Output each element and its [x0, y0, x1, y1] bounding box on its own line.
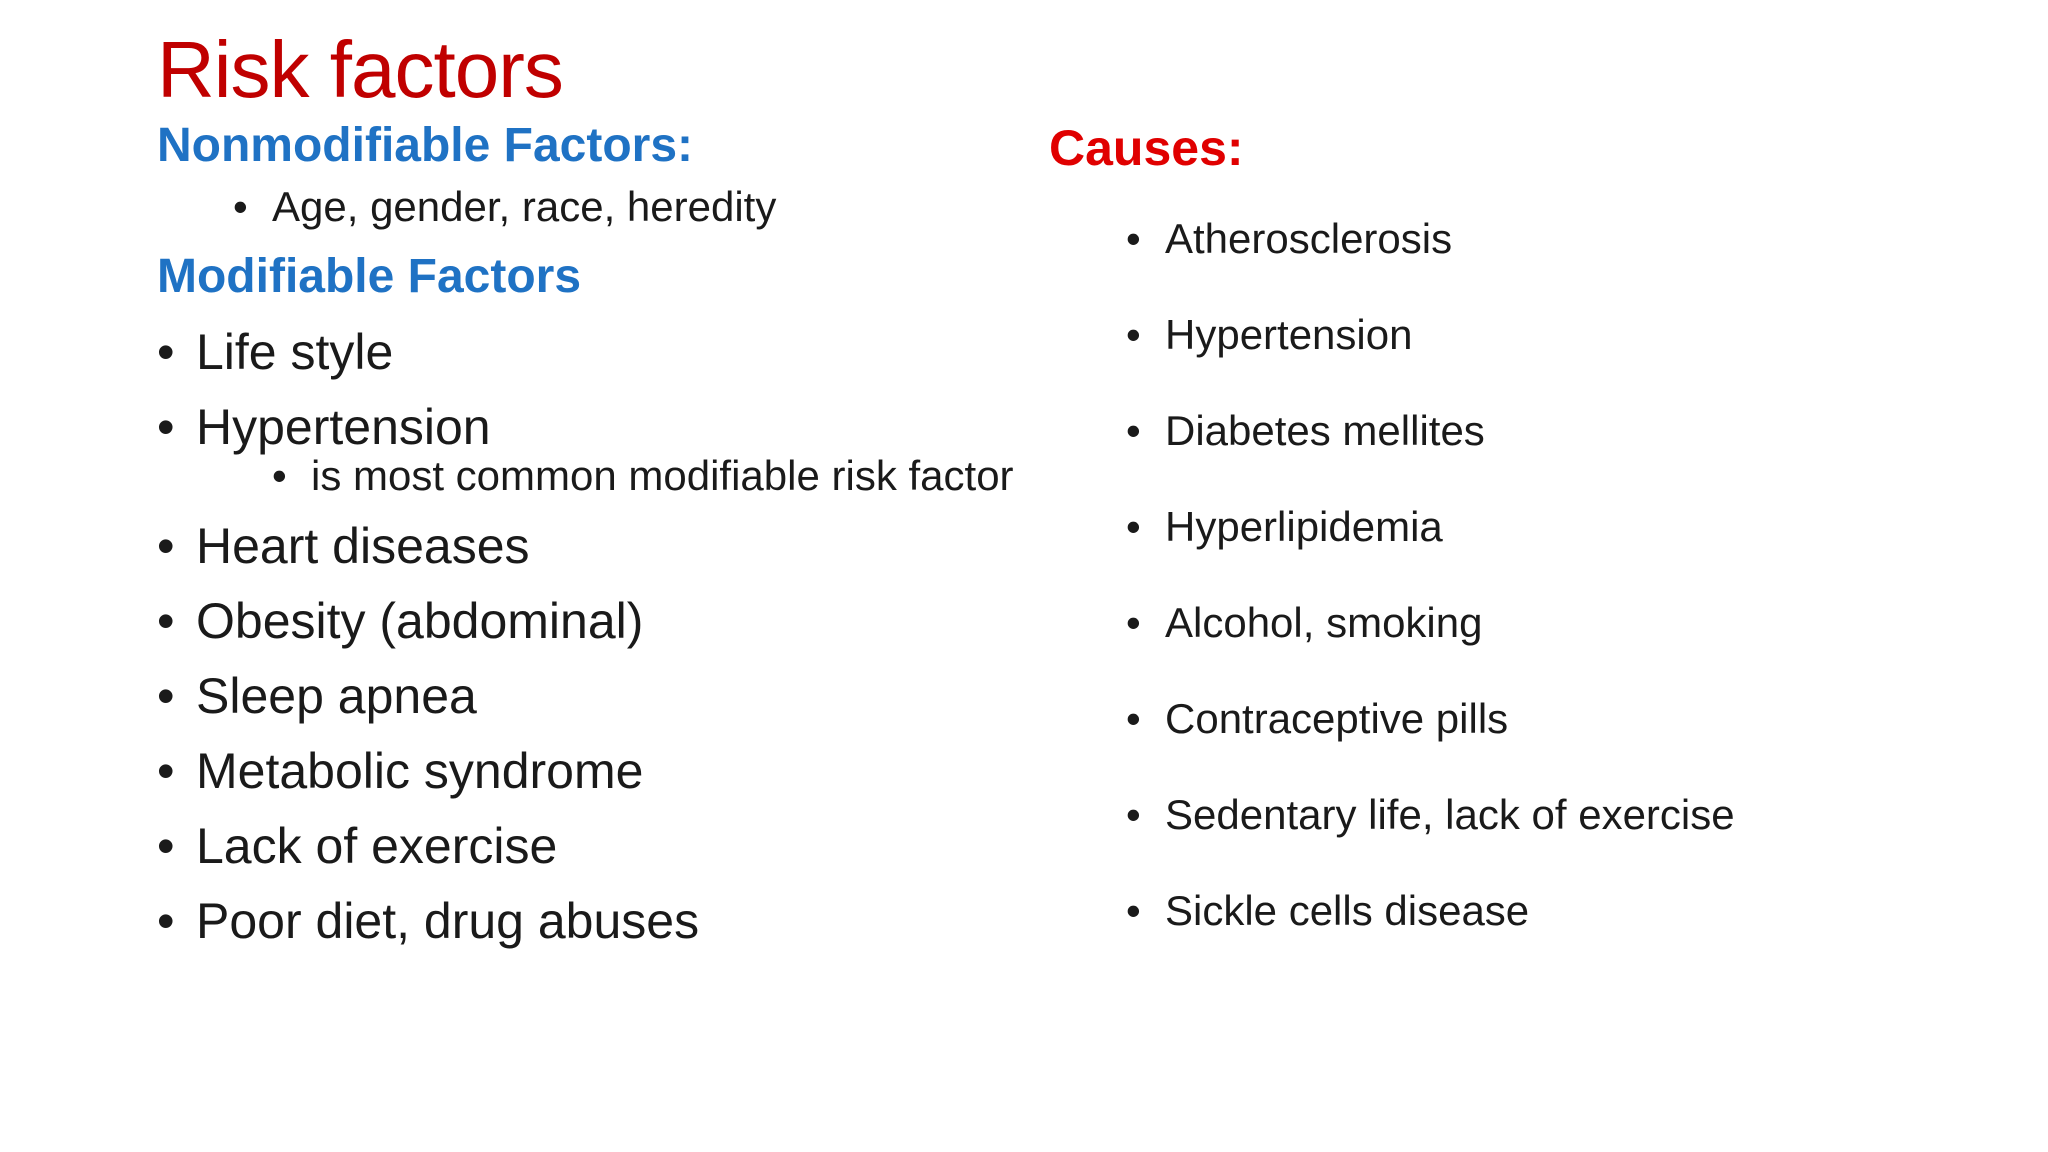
bullet-icon: •	[157, 399, 175, 455]
nonmodifiable-list	[233, 182, 776, 232]
bullet-icon: •	[1126, 407, 1141, 454]
bullet-icon: •	[1126, 599, 1141, 646]
list-item	[157, 816, 1014, 876]
bullet-icon: •	[157, 518, 175, 575]
list-item	[1126, 598, 1735, 694]
list-item-text: Sleep apnea	[196, 668, 477, 725]
bullet-icon: •	[157, 818, 175, 875]
bullet-icon: •	[157, 743, 175, 800]
modifiable-list	[157, 322, 1014, 966]
list-item-text: Sickle cells disease	[1165, 887, 1530, 934]
list-item	[1126, 502, 1735, 598]
bullet-icon: •	[1126, 887, 1141, 934]
list-item-text: Heart diseases	[196, 518, 530, 575]
bullet-icon: •	[157, 593, 175, 650]
list-item	[1126, 310, 1735, 406]
bullet-icon: •	[1126, 695, 1141, 742]
list-item-text: Obesity (abdominal)	[196, 593, 644, 650]
bullet-icon: •	[157, 324, 175, 380]
bullet-icon: •	[272, 452, 287, 499]
list-item	[1126, 406, 1735, 502]
list-item	[157, 322, 1014, 382]
sub-list-item	[272, 451, 1014, 501]
bullet-icon: •	[157, 668, 175, 725]
slide-title: Risk factors	[157, 25, 563, 114]
list-item	[157, 516, 1014, 576]
list-item-text: Age, gender, race, heredity	[272, 183, 777, 230]
list-item-text: Poor diet, drug abuses	[196, 893, 700, 950]
list-item	[157, 397, 1014, 501]
list-item	[157, 741, 1014, 801]
list-item-text: Metabolic syndrome	[196, 743, 644, 800]
list-item	[233, 182, 776, 232]
bullet-icon: •	[1126, 215, 1141, 262]
sub-list-item-text: is most common modifiable risk factor	[311, 452, 1014, 499]
bullet-icon: •	[1126, 503, 1141, 550]
list-item-text: Lack of exercise	[196, 818, 558, 875]
list-item-text: Life style	[196, 324, 394, 380]
list-item	[1126, 790, 1735, 886]
list-item-text: Diabetes mellites	[1165, 407, 1485, 454]
sub-list	[272, 451, 1014, 501]
list-item-text: Sedentary life, lack of exercise	[1165, 791, 1735, 838]
list-item	[1126, 214, 1735, 310]
causes-heading: Causes:	[1049, 120, 1244, 176]
bullet-icon: •	[157, 893, 175, 950]
list-item-text: Atherosclerosis	[1165, 215, 1453, 262]
list-item-text: Hyperlipidemia	[1165, 503, 1443, 550]
list-item	[157, 891, 1014, 951]
list-item-text: Contraceptive pills	[1165, 695, 1509, 742]
list-item	[1126, 694, 1735, 790]
list-item-text: Hypertension	[1165, 311, 1413, 358]
nonmodifiable-heading: Nonmodifiable Factors:	[157, 119, 694, 172]
modifiable-heading: Modifiable Factors	[157, 250, 582, 303]
list-item	[157, 666, 1014, 726]
bullet-icon: •	[233, 183, 248, 230]
causes-list	[1126, 214, 1735, 982]
list-item-text: Hypertension	[196, 399, 491, 455]
bullet-icon: •	[1126, 791, 1141, 838]
list-item	[1126, 886, 1735, 982]
list-item-text: Alcohol, smoking	[1165, 599, 1483, 646]
list-item	[157, 591, 1014, 651]
bullet-icon: •	[1126, 311, 1141, 358]
